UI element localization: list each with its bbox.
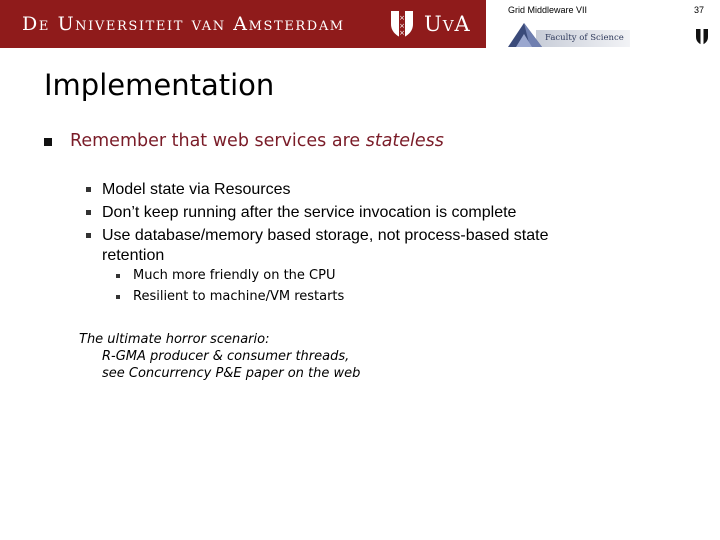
svg-text:×: × (399, 22, 405, 30)
note-line-1: The ultimate horror scenario: (79, 332, 270, 347)
svg-text:×: × (399, 14, 405, 22)
faculty-name: Faculty of Science (545, 33, 624, 43)
subsubpoint-1: Much more friendly on the CPU (133, 268, 336, 283)
note-line-2: R-GMA producer & consumer threads, (102, 349, 350, 364)
slide-title: Implementation (44, 68, 275, 102)
uva-logo-text: UvA (424, 12, 471, 36)
course-title: Grid Middleware VII (508, 5, 588, 15)
note-line-3: see Concurrency P&E paper on the web (102, 366, 361, 381)
page-number: 37 (694, 5, 705, 15)
subsubpoint-2: Resilient to machine/VM restarts (133, 289, 345, 304)
university-name: De Universiteit van Amsterdam (22, 13, 345, 35)
subpoint-2: Don’t keep running after the service invocation is complete (102, 204, 517, 221)
sub-bullet-marker (86, 233, 91, 238)
header-banner (0, 0, 486, 48)
subpoint-1: Model state via Resources (102, 181, 291, 198)
main-point (70, 131, 444, 151)
subsub-bullet-marker (116, 295, 120, 299)
subpoint-3-line1: Use database/memory based storage, not process-based state (102, 227, 549, 244)
svg-text:×: × (399, 29, 405, 37)
bullet-marker (44, 138, 52, 146)
subsub-bullet-marker (116, 274, 120, 278)
subpoint-3-line2: retention (102, 247, 165, 264)
sub-bullet-marker (86, 187, 91, 192)
main-point-emphasis: stateless (365, 131, 444, 151)
uva-crest-icon (388, 9, 416, 39)
main-point-text: Remember that web services are (70, 131, 366, 151)
sub-bullet-marker (86, 210, 91, 215)
small-crest-icon (695, 28, 709, 46)
